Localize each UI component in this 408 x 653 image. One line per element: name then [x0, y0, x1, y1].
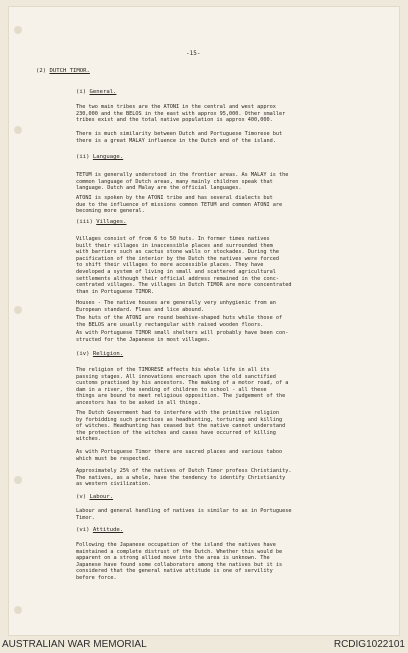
subsection-title: General.	[89, 89, 117, 95]
text-line: tribes exist and the total native population is approx 400,000.	[76, 117, 273, 124]
subsection-number: (v)	[76, 494, 87, 500]
text-line: The two main tribes are the ATONI in the central and west approx	[76, 104, 276, 110]
paragraph	[76, 300, 376, 313]
section-title: DUTCH TIMOR.	[49, 68, 90, 74]
text-line: dam in a river, the sending of children to school - all these	[76, 386, 267, 393]
record-id: RCDIG1022101	[333, 639, 405, 650]
text-line: The Dutch Government had to interfere with the primitive religion	[76, 410, 280, 416]
text-line: Labour and general handling of natives is similar to as in Portuguese	[76, 508, 292, 514]
subsection-title: Attitude.	[92, 527, 124, 533]
subsection-heading	[76, 494, 113, 501]
text-line: than in Portuguese TIMOR.	[76, 288, 155, 295]
subsection-number: (i)	[76, 89, 87, 95]
text-line: which must be respected.	[76, 455, 151, 462]
punch-hole	[14, 126, 22, 134]
text-line: maintained a complete distrust of the Dutch. Whether this would be	[76, 548, 283, 555]
text-line: to shift their villages to more accessible places. They have	[76, 262, 264, 269]
archive-name: AUSTRALIAN WAR MEMORIAL	[2, 639, 147, 650]
text-line: there is a great MALAY influence in the Dutch end of the island.	[76, 137, 276, 144]
text-line: settlements although their official address remained in the conc-	[76, 275, 280, 282]
text-line: with barriers such as cactus stone walls or stockades. During the	[76, 249, 280, 256]
paragraph	[76, 195, 376, 215]
text-line: the BELOS are usually rectangular with raised wooden floors.	[76, 321, 264, 328]
text-line: Following the Japanese occupation of the island the natives have	[76, 542, 276, 548]
subsection-number: (ii)	[76, 154, 90, 160]
punch-hole	[14, 606, 22, 614]
paragraph	[76, 542, 376, 582]
text-line: the protection of the witches and cases have occurred of killing	[76, 429, 276, 436]
punch-holes	[14, 6, 24, 636]
subsection-heading	[76, 351, 123, 358]
subsection-heading	[76, 89, 116, 96]
text-line: ancestors has to be asked in all things.	[76, 399, 201, 406]
paragraph	[76, 449, 376, 462]
text-line: things are bound to meet religious opposition. The judgement of the	[76, 393, 286, 400]
subsection-heading	[76, 219, 127, 226]
text-line: structed for the Japanese in most villages.	[76, 336, 211, 343]
paragraph	[76, 508, 376, 521]
text-line: as western civilization.	[76, 481, 151, 488]
text-line: pacification of the interior by the Dutch the natives were forced	[76, 255, 280, 262]
text-line: As with Portuguese Timor there are sacred places and various taboo	[76, 449, 283, 455]
text-line: Villages consist of from 6 to 50 huts. In former times natives	[76, 236, 270, 242]
paragraph	[76, 410, 376, 443]
text-line: before force.	[76, 574, 117, 581]
punch-hole	[14, 476, 22, 484]
text-line: Japanese have found some collaborators among the natives but it is	[76, 561, 283, 568]
text-line: due to the influence of missions common TETUM and common ATONI are	[76, 201, 283, 208]
text-line: common language of Dutch areas, many mainly children speak that	[76, 178, 273, 185]
archive-footer	[0, 636, 408, 653]
subsection-heading	[76, 527, 123, 534]
text-line: 230,000 and the BELOS in the east with approx 95,000. Other smaller	[76, 110, 286, 117]
text-line: The religion of the TIMORESE affects his whole life in all its	[76, 367, 270, 373]
subsection-number: (vi)	[76, 527, 90, 533]
section-heading	[36, 68, 90, 75]
text-line: ATONI is spoken by the ATONI tribe and has several dialects but	[76, 195, 273, 201]
paragraph	[76, 367, 376, 407]
document-page	[8, 6, 400, 636]
punch-hole	[14, 26, 22, 34]
text-line: centrated villages. The villages in Dutch TIMOR are more concentrated	[76, 282, 292, 289]
text-line: by forbidding such practices as headhunting, torturing and killing	[76, 416, 283, 423]
subsection-title: Villages.	[96, 219, 127, 225]
subsection-title: Labour.	[89, 494, 114, 500]
text-line: developed a system of living in small and scattered agricultural	[76, 268, 276, 275]
paragraph	[76, 468, 376, 488]
subsection-title: Language.	[92, 154, 124, 160]
text-line: witches.	[76, 436, 101, 443]
text-line: language. Dutch and Malay are the official languages.	[76, 185, 242, 192]
text-line: becoming more general.	[76, 208, 145, 215]
text-line: Approximately 25% of the natives of Dutch Timor profess Christianity.	[76, 468, 292, 474]
text-line: passing stages. All innovations encroach upon the old sanctified	[76, 373, 276, 380]
text-line: of witches. Headhunting has ceased but the native cannot understand	[76, 423, 286, 430]
text-line: TETUM is generally understood in the frontier areas. As MALAY is the	[76, 172, 289, 178]
subsection-number: (iii)	[76, 219, 93, 225]
text-line: As with Portuguese TIMOR small shelters will probably have been con-	[76, 330, 289, 336]
text-line: There is much similarity between Dutch and Portuguese Timorese but	[76, 131, 283, 137]
subsection-heading	[76, 154, 123, 161]
paragraph	[76, 330, 376, 343]
text-line: customs practised by his ancestors. The making of a motor road, of a	[76, 380, 289, 387]
page-number: -15-	[186, 50, 201, 57]
text-line: apparent on a strong allied move into the area is unknown. The	[76, 555, 270, 562]
text-line: The natives, as a whole, have the tendency to identify Christianity	[76, 474, 286, 481]
paragraph	[76, 236, 376, 295]
paragraph	[76, 131, 376, 144]
text-line: The huts of the ATONI are round beehive-shaped huts while those of	[76, 315, 283, 321]
text-line: Houses - The native houses are generally very unhygienic from an	[76, 300, 276, 306]
subsection-title: Religion.	[92, 351, 124, 357]
paragraph	[76, 315, 376, 328]
section-number: (2)	[36, 68, 47, 74]
text-line: European standard. Fleas and lice abound.	[76, 306, 205, 313]
text-line: built their villages in inaccessible places and surrounded them	[76, 242, 273, 249]
text-line: considered that the general native attitude is one of servility	[76, 568, 273, 575]
punch-hole	[14, 306, 22, 314]
text-line: Timor.	[76, 514, 95, 521]
paragraph	[76, 172, 376, 192]
subsection-number: (iv)	[76, 351, 90, 357]
paragraph	[76, 104, 376, 124]
